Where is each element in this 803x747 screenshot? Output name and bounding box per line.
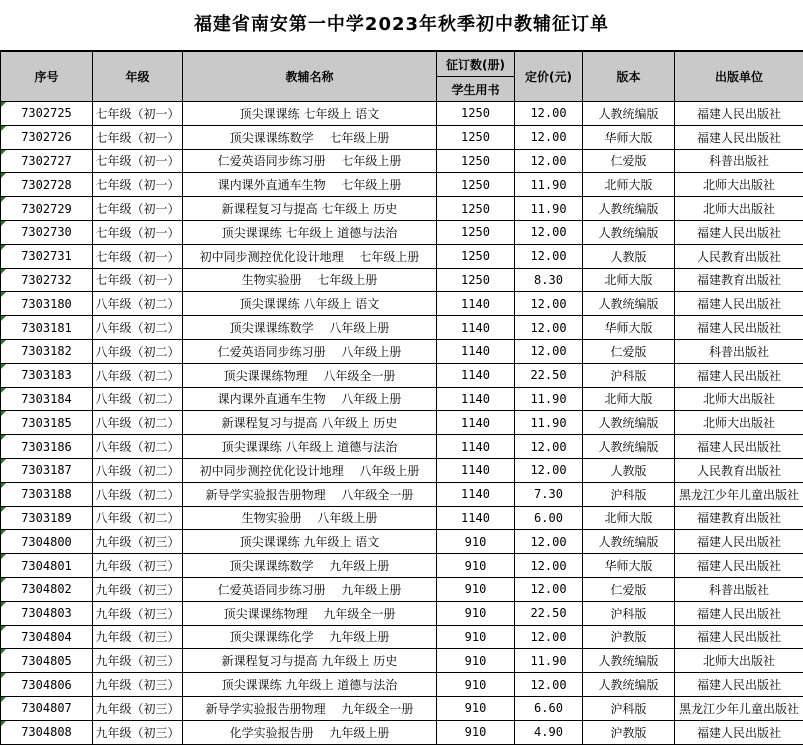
cell-publisher: 黑龙江少年儿童出版社 xyxy=(675,482,803,506)
cell-publisher: 人民教育出版社 xyxy=(675,458,803,482)
cell-edition: 北师大版 xyxy=(583,387,675,411)
cell-publisher: 人民教育出版社 xyxy=(675,244,803,268)
cell-publisher: 福建人民出版社 xyxy=(675,625,803,649)
cell-name: 顶尖课课练 八年级上 语文 xyxy=(183,292,437,316)
cell-price: 12.00 xyxy=(515,220,583,244)
cell-price: 12.00 xyxy=(515,316,583,340)
cell-price: 11.90 xyxy=(515,173,583,197)
cell-code: 7303182 xyxy=(1,339,93,363)
header-order: 征订数(册) xyxy=(437,52,515,77)
cell-name: 仁爱英语同步练习册 八年级上册 xyxy=(183,339,437,363)
cell-code: 7303180 xyxy=(1,292,93,316)
cell-name: 顶尖课课练数学 七年级上册 xyxy=(183,125,437,149)
cell-code: 7304808 xyxy=(1,720,93,744)
cell-grade: 七年级（初一） xyxy=(93,102,183,126)
cell-name: 初中同步测控优化设计地理 八年级上册 xyxy=(183,458,437,482)
header-price: 定价(元) xyxy=(515,52,583,102)
cell-quantity: 1140 xyxy=(437,458,515,482)
cell-code: 7304800 xyxy=(1,530,93,554)
cell-code: 7302731 xyxy=(1,244,93,268)
cell-price: 12.00 xyxy=(515,458,583,482)
cell-publisher: 福建人民出版社 xyxy=(675,435,803,459)
cell-publisher: 科普出版社 xyxy=(675,149,803,173)
header-edition: 版本 xyxy=(583,52,675,102)
cell-publisher: 北师大出版社 xyxy=(675,387,803,411)
cell-publisher: 北师大出版社 xyxy=(675,411,803,435)
cell-quantity: 1140 xyxy=(437,435,515,459)
cell-publisher: 北师大出版社 xyxy=(675,649,803,673)
cell-name: 顶尖课课练 九年级上 道德与法治 xyxy=(183,673,437,697)
cell-name: 新导学实验报告册物理 八年级全一册 xyxy=(183,482,437,506)
table-row xyxy=(1,625,803,649)
cell-price: 11.90 xyxy=(515,411,583,435)
cell-edition: 沪科版 xyxy=(583,696,675,720)
cell-name: 顶尖课课练数学 八年级上册 xyxy=(183,316,437,340)
cell-quantity: 910 xyxy=(437,625,515,649)
cell-price: 11.90 xyxy=(515,387,583,411)
cell-code: 7303189 xyxy=(1,506,93,530)
cell-name: 初中同步测控优化设计地理 七年级上册 xyxy=(183,244,437,268)
cell-name: 顶尖课课练 八年级上 道德与法治 xyxy=(183,435,437,459)
cell-price: 7.30 xyxy=(515,482,583,506)
cell-grade: 七年级（初一） xyxy=(93,125,183,149)
cell-name: 仁爱英语同步练习册 九年级上册 xyxy=(183,577,437,601)
cell-publisher: 福建人民出版社 xyxy=(675,673,803,697)
cell-edition: 人教统编版 xyxy=(583,220,675,244)
cell-grade: 七年级（初一） xyxy=(93,220,183,244)
cell-quantity: 1140 xyxy=(437,363,515,387)
cell-edition: 人教统编版 xyxy=(583,411,675,435)
cell-price: 22.50 xyxy=(515,363,583,387)
cell-publisher: 北师大出版社 xyxy=(675,173,803,197)
cell-grade: 九年级（初三） xyxy=(93,625,183,649)
cell-grade: 九年级（初三） xyxy=(93,554,183,578)
cell-code: 7304802 xyxy=(1,577,93,601)
cell-price: 12.00 xyxy=(515,625,583,649)
cell-publisher: 福建人民出版社 xyxy=(675,220,803,244)
cell-publisher: 福建人民出版社 xyxy=(675,102,803,126)
cell-code: 7304801 xyxy=(1,554,93,578)
table-row xyxy=(1,268,803,292)
header-grade: 年级 xyxy=(93,52,183,102)
cell-grade: 九年级（初三） xyxy=(93,577,183,601)
cell-edition: 人教统编版 xyxy=(583,292,675,316)
cell-edition: 沪教版 xyxy=(583,625,675,649)
cell-price: 6.60 xyxy=(515,696,583,720)
cell-price: 12.00 xyxy=(515,102,583,126)
cell-code: 7302730 xyxy=(1,220,93,244)
cell-edition: 北师大版 xyxy=(583,506,675,530)
cell-price: 22.50 xyxy=(515,601,583,625)
cell-edition: 华师大版 xyxy=(583,316,675,340)
cell-grade: 九年级（初三） xyxy=(93,530,183,554)
cell-price: 12.00 xyxy=(515,554,583,578)
cell-quantity: 910 xyxy=(437,554,515,578)
table-row xyxy=(1,673,803,697)
cell-code: 7302728 xyxy=(1,173,93,197)
cell-price: 12.00 xyxy=(515,577,583,601)
cell-code: 7304804 xyxy=(1,625,93,649)
cell-quantity: 910 xyxy=(437,720,515,744)
cell-quantity: 1140 xyxy=(437,411,515,435)
cell-grade: 八年级（初二） xyxy=(93,435,183,459)
order-table xyxy=(0,51,803,745)
cell-code: 7302732 xyxy=(1,268,93,292)
cell-price: 12.00 xyxy=(515,244,583,268)
cell-edition: 人教版 xyxy=(583,458,675,482)
table-row xyxy=(1,720,803,744)
table-row xyxy=(1,482,803,506)
cell-quantity: 910 xyxy=(437,696,515,720)
table-row xyxy=(1,387,803,411)
cell-edition: 沪科版 xyxy=(583,363,675,387)
cell-price: 4.90 xyxy=(515,720,583,744)
cell-name: 新课程复习与提高 九年级上 历史 xyxy=(183,649,437,673)
cell-code: 7303183 xyxy=(1,363,93,387)
table-row xyxy=(1,530,803,554)
cell-grade: 九年级（初三） xyxy=(93,601,183,625)
cell-grade: 九年级（初三） xyxy=(93,696,183,720)
cell-publisher: 福建人民出版社 xyxy=(675,316,803,340)
table-row xyxy=(1,601,803,625)
cell-code: 7302727 xyxy=(1,149,93,173)
cell-grade: 八年级（初二） xyxy=(93,458,183,482)
cell-name: 顶尖课课练数学 九年级上册 xyxy=(183,554,437,578)
cell-grade: 八年级（初二） xyxy=(93,316,183,340)
cell-code: 7302729 xyxy=(1,197,93,221)
table-row xyxy=(1,173,803,197)
cell-price: 12.00 xyxy=(515,530,583,554)
cell-code: 7304805 xyxy=(1,649,93,673)
cell-edition: 华师大版 xyxy=(583,554,675,578)
cell-quantity: 1140 xyxy=(437,316,515,340)
cell-grade: 八年级（初二） xyxy=(93,482,183,506)
cell-name: 课内课外直通车生物 八年级上册 xyxy=(183,387,437,411)
cell-name: 顶尖课课练 七年级上 语文 xyxy=(183,102,437,126)
cell-name: 新课程复习与提高 七年级上 历史 xyxy=(183,197,437,221)
cell-price: 12.00 xyxy=(515,149,583,173)
table-row xyxy=(1,506,803,530)
cell-quantity: 910 xyxy=(437,649,515,673)
table-row xyxy=(1,125,803,149)
cell-price: 11.90 xyxy=(515,197,583,221)
cell-price: 12.00 xyxy=(515,339,583,363)
cell-name: 生物实验册 七年级上册 xyxy=(183,268,437,292)
table-row xyxy=(1,411,803,435)
cell-edition: 人教统编版 xyxy=(583,649,675,673)
header-publisher: 出版单位 xyxy=(675,52,803,102)
header-student: 学生用书 xyxy=(437,77,515,102)
cell-quantity: 1250 xyxy=(437,102,515,126)
cell-edition: 人教统编版 xyxy=(583,102,675,126)
cell-edition: 仁爱版 xyxy=(583,577,675,601)
table-row xyxy=(1,149,803,173)
table-row xyxy=(1,696,803,720)
cell-code: 7302725 xyxy=(1,102,93,126)
header-name: 教辅名称 xyxy=(183,52,437,102)
table-row xyxy=(1,554,803,578)
cell-edition: 沪科版 xyxy=(583,601,675,625)
cell-grade: 八年级（初二） xyxy=(93,506,183,530)
cell-name: 顶尖课课练化学 九年级上册 xyxy=(183,625,437,649)
cell-name: 仁爱英语同步练习册 七年级上册 xyxy=(183,149,437,173)
cell-code: 7303185 xyxy=(1,411,93,435)
cell-edition: 人教统编版 xyxy=(583,435,675,459)
cell-quantity: 1250 xyxy=(437,125,515,149)
cell-name: 课内课外直通车生物 七年级上册 xyxy=(183,173,437,197)
cell-edition: 沪教版 xyxy=(583,720,675,744)
cell-price: 8.30 xyxy=(515,268,583,292)
table-row xyxy=(1,649,803,673)
table-row xyxy=(1,435,803,459)
cell-code: 7303184 xyxy=(1,387,93,411)
cell-price: 12.00 xyxy=(515,435,583,459)
cell-grade: 八年级（初二） xyxy=(93,387,183,411)
cell-publisher: 福建人民出版社 xyxy=(675,720,803,744)
cell-price: 12.00 xyxy=(515,673,583,697)
cell-edition: 华师大版 xyxy=(583,125,675,149)
cell-edition: 北师大版 xyxy=(583,173,675,197)
cell-grade: 八年级（初二） xyxy=(93,411,183,435)
cell-grade: 七年级（初一） xyxy=(93,173,183,197)
cell-price: 11.90 xyxy=(515,649,583,673)
sheet-title: 福建省南安第一中学2023年秋季初中教辅征订单 xyxy=(0,0,803,51)
cell-name: 生物实验册 八年级上册 xyxy=(183,506,437,530)
table-row xyxy=(1,197,803,221)
cell-code: 7303188 xyxy=(1,482,93,506)
cell-grade: 七年级（初一） xyxy=(93,268,183,292)
table-row xyxy=(1,458,803,482)
cell-price: 12.00 xyxy=(515,292,583,316)
cell-publisher: 科普出版社 xyxy=(675,339,803,363)
cell-code: 7304803 xyxy=(1,601,93,625)
cell-quantity: 1140 xyxy=(437,292,515,316)
cell-grade: 七年级（初一） xyxy=(93,197,183,221)
cell-grade: 九年级（初三） xyxy=(93,673,183,697)
cell-quantity: 1140 xyxy=(437,387,515,411)
cell-quantity: 1250 xyxy=(437,220,515,244)
cell-grade: 八年级（初二） xyxy=(93,363,183,387)
cell-edition: 人教统编版 xyxy=(583,673,675,697)
cell-publisher: 黑龙江少年儿童出版社 xyxy=(675,696,803,720)
cell-quantity: 910 xyxy=(437,673,515,697)
cell-publisher: 福建人民出版社 xyxy=(675,554,803,578)
cell-code: 7303181 xyxy=(1,316,93,340)
cell-name: 顶尖课课练物理 八年级全一册 xyxy=(183,363,437,387)
cell-edition: 沪科版 xyxy=(583,482,675,506)
cell-grade: 七年级（初一） xyxy=(93,149,183,173)
cell-publisher: 福建人民出版社 xyxy=(675,292,803,316)
table-row xyxy=(1,577,803,601)
table-row xyxy=(1,102,803,126)
cell-publisher: 科普出版社 xyxy=(675,577,803,601)
cell-grade: 七年级（初一） xyxy=(93,244,183,268)
cell-quantity: 1250 xyxy=(437,149,515,173)
cell-publisher: 福建人民出版社 xyxy=(675,363,803,387)
cell-price: 6.00 xyxy=(515,506,583,530)
cell-quantity: 910 xyxy=(437,577,515,601)
cell-publisher: 北师大出版社 xyxy=(675,197,803,221)
table-row xyxy=(1,244,803,268)
cell-quantity: 910 xyxy=(437,601,515,625)
cell-publisher: 福建人民出版社 xyxy=(675,125,803,149)
cell-quantity: 910 xyxy=(437,530,515,554)
cell-edition: 仁爱版 xyxy=(583,339,675,363)
cell-name: 顶尖课课练 七年级上 道德与法治 xyxy=(183,220,437,244)
cell-grade: 九年级（初三） xyxy=(93,720,183,744)
table-row xyxy=(1,363,803,387)
table-body xyxy=(1,102,803,745)
cell-quantity: 1140 xyxy=(437,506,515,530)
cell-quantity: 1250 xyxy=(437,197,515,221)
cell-name: 化学实验报告册 九年级上册 xyxy=(183,720,437,744)
table-row xyxy=(1,316,803,340)
header-code: 序号 xyxy=(1,52,93,102)
cell-price: 12.00 xyxy=(515,125,583,149)
cell-code: 7304807 xyxy=(1,696,93,720)
cell-code: 7302726 xyxy=(1,125,93,149)
cell-quantity: 1250 xyxy=(437,268,515,292)
cell-quantity: 1250 xyxy=(437,173,515,197)
table-row xyxy=(1,292,803,316)
cell-edition: 人教版 xyxy=(583,244,675,268)
cell-code: 7303187 xyxy=(1,458,93,482)
cell-name: 新课程复习与提高 八年级上 历史 xyxy=(183,411,437,435)
cell-publisher: 福建人民出版社 xyxy=(675,530,803,554)
cell-publisher: 福建人民出版社 xyxy=(675,601,803,625)
cell-name: 新导学实验报告册物理 九年级全一册 xyxy=(183,696,437,720)
table-row xyxy=(1,339,803,363)
cell-edition: 仁爱版 xyxy=(583,149,675,173)
cell-quantity: 1140 xyxy=(437,339,515,363)
cell-publisher: 福建教育出版社 xyxy=(675,506,803,530)
table-row xyxy=(1,220,803,244)
cell-quantity: 1140 xyxy=(437,482,515,506)
cell-edition: 人教统编版 xyxy=(583,530,675,554)
cell-grade: 九年级（初三） xyxy=(93,649,183,673)
cell-quantity: 1250 xyxy=(437,244,515,268)
cell-edition: 人教统编版 xyxy=(583,197,675,221)
cell-name: 顶尖课课练 九年级上 语文 xyxy=(183,530,437,554)
cell-edition: 北师大版 xyxy=(583,268,675,292)
cell-publisher: 福建教育出版社 xyxy=(675,268,803,292)
cell-name: 顶尖课课练物理 九年级全一册 xyxy=(183,601,437,625)
cell-code: 7303186 xyxy=(1,435,93,459)
cell-grade: 八年级（初二） xyxy=(93,339,183,363)
cell-code: 7304806 xyxy=(1,673,93,697)
cell-grade: 八年级（初二） xyxy=(93,292,183,316)
